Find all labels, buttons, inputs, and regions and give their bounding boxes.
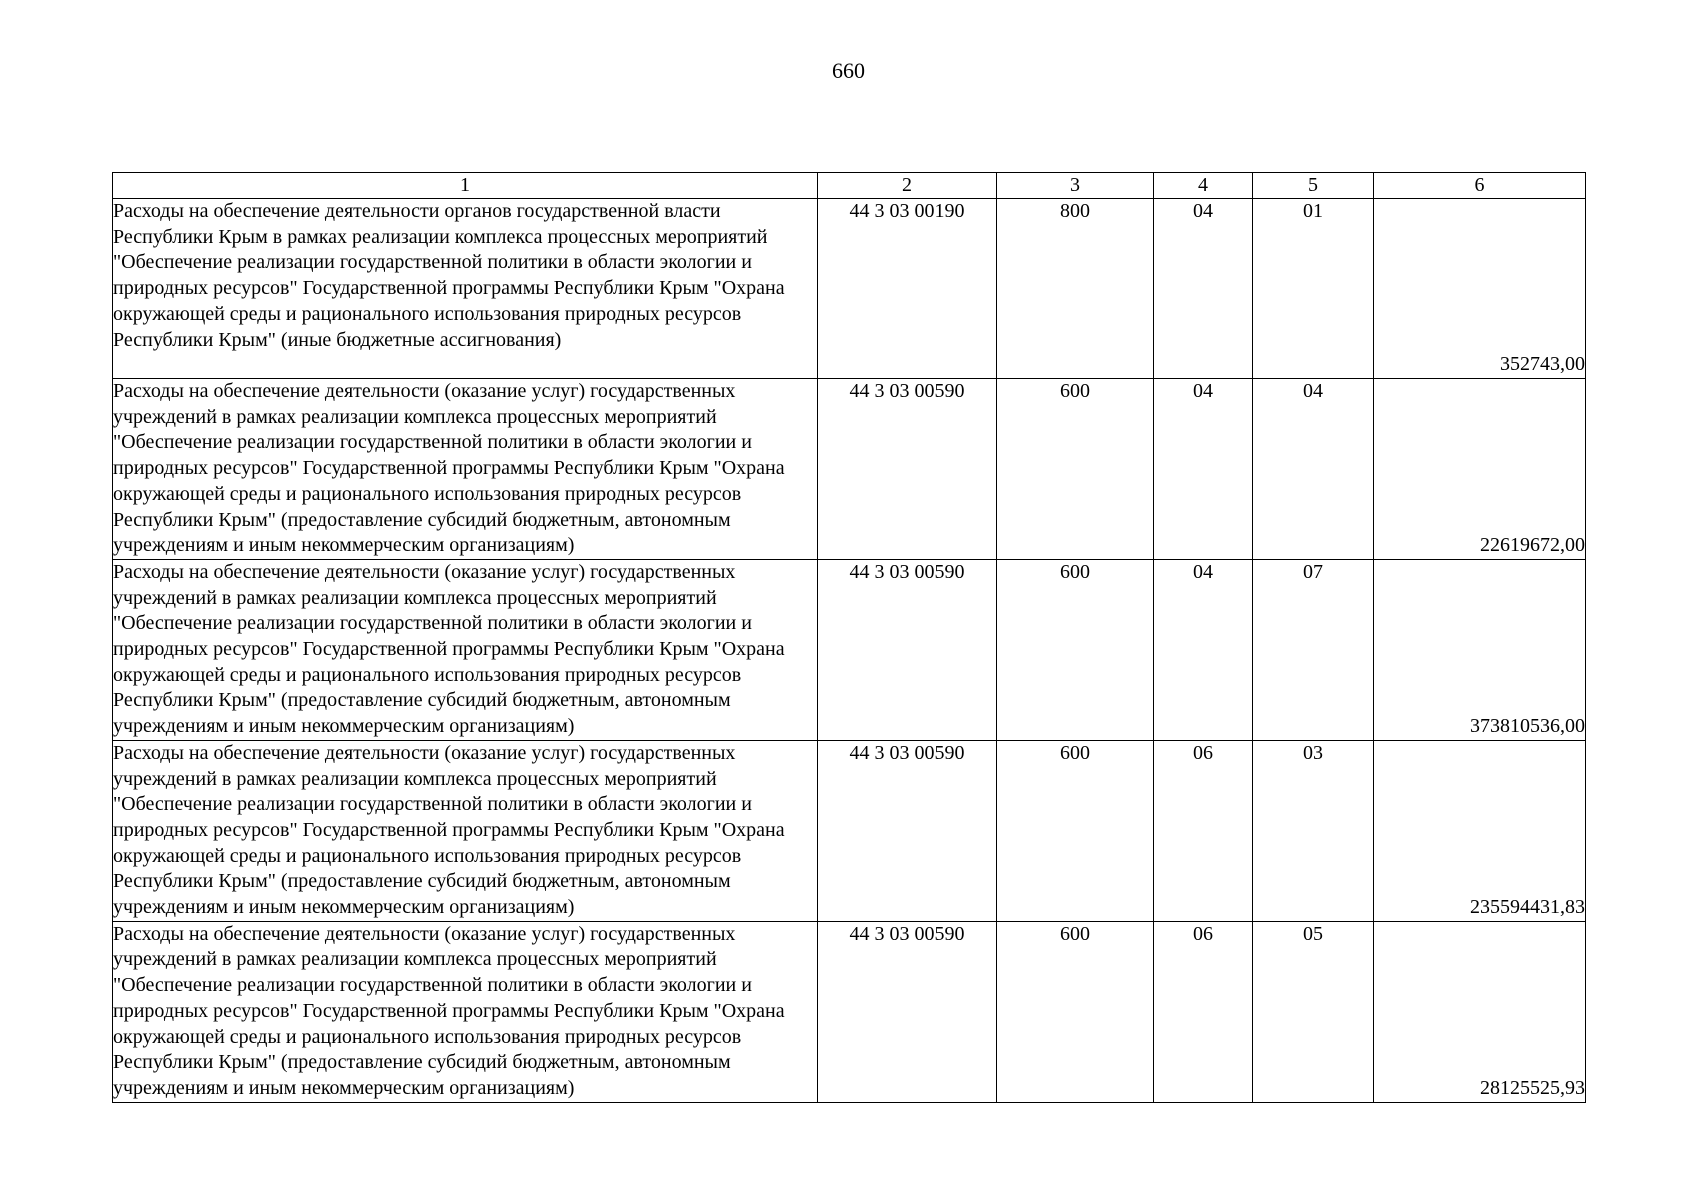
description-cell: Расходы на обеспечение деятельности (оказание услуг) государственных учреждений в рамках реализации комплекса процессных мероприятий "Обеспечение реализации государственной политики в области экологии и природных ресурсов" Государственной программы Республики Крым "Охрана окружающей среды и рационального использования природных ресурсов Республики Крым" (предоставление субсидий бюджетным, автономным учреждениям и иным некоммерческим организациям) xyxy=(113,921,818,1102)
header-cell-amount: 6 xyxy=(1374,173,1586,199)
table-row xyxy=(113,559,1586,740)
table-header-row xyxy=(113,173,1586,199)
header-cell-section: 4 xyxy=(1154,173,1253,199)
section-cell: 04 xyxy=(1154,379,1253,560)
target-article-cell: 44 3 03 00590 xyxy=(818,921,997,1102)
expense-type-cell: 600 xyxy=(997,921,1154,1102)
section-cell: 06 xyxy=(1154,921,1253,1102)
table-row xyxy=(113,199,1586,379)
amount-cell: 28125525,93 xyxy=(1374,921,1586,1102)
amount-cell: 352743,00 xyxy=(1374,199,1586,379)
expense-type-cell: 800 xyxy=(997,199,1154,379)
budget-table xyxy=(112,172,1586,1103)
subsection-cell: 03 xyxy=(1253,740,1374,921)
amount-cell: 22619672,00 xyxy=(1374,379,1586,560)
target-article-cell: 44 3 03 00590 xyxy=(818,379,997,560)
subsection-cell: 04 xyxy=(1253,379,1374,560)
table-row xyxy=(113,379,1586,560)
target-article-cell: 44 3 03 00590 xyxy=(818,740,997,921)
description-cell: Расходы на обеспечение деятельности (оказание услуг) государственных учреждений в рамках реализации комплекса процессных мероприятий "Обеспечение реализации государственной политики в области экологии и природных ресурсов" Государственной программы Республики Крым "Охрана окружающей среды и рационального использования природных ресурсов Республики Крым" (предоставление субсидий бюджетным, автономным учреждениям и иным некоммерческим организациям) xyxy=(113,379,818,560)
target-article-cell: 44 3 03 00590 xyxy=(818,559,997,740)
subsection-cell: 07 xyxy=(1253,559,1374,740)
amount-cell: 373810536,00 xyxy=(1374,559,1586,740)
description-cell: Расходы на обеспечение деятельности органов государственной власти Республики Крым в рамках реализации комплекса процессных мероприятий "Обеспечение реализации государственной политики в области экологии и природных ресурсов" Государственной программы Республики Крым "Охрана окружающей среды и рационального использования природных ресурсов Республики Крым" (иные бюджетные ассигнования) xyxy=(113,199,818,379)
header-cell-subsection: 5 xyxy=(1253,173,1374,199)
expense-type-cell: 600 xyxy=(997,740,1154,921)
header-cell-description: 1 xyxy=(113,173,818,199)
expense-type-cell: 600 xyxy=(997,559,1154,740)
section-cell: 04 xyxy=(1154,199,1253,379)
subsection-cell: 05 xyxy=(1253,921,1374,1102)
table-row xyxy=(113,740,1586,921)
target-article-cell: 44 3 03 00190 xyxy=(818,199,997,379)
page-number: 660 xyxy=(832,58,865,83)
section-cell: 06 xyxy=(1154,740,1253,921)
expense-type-cell: 600 xyxy=(997,379,1154,560)
description-cell: Расходы на обеспечение деятельности (оказание услуг) государственных учреждений в рамках реализации комплекса процессных мероприятий "Обеспечение реализации государственной политики в области экологии и природных ресурсов" Государственной программы Республики Крым "Охрана окружающей среды и рационального использования природных ресурсов Республики Крым" (предоставление субсидий бюджетным, автономным учреждениям и иным некоммерческим организациям) xyxy=(113,740,818,921)
header-cell-expense-type: 3 xyxy=(997,173,1154,199)
header-cell-target-article: 2 xyxy=(818,173,997,199)
subsection-cell: 01 xyxy=(1253,199,1374,379)
table-row xyxy=(113,921,1586,1102)
description-cell: Расходы на обеспечение деятельности (оказание услуг) государственных учреждений в рамках реализации комплекса процессных мероприятий "Обеспечение реализации государственной политики в области экологии и природных ресурсов" Государственной программы Республики Крым "Охрана окружающей среды и рационального использования природных ресурсов Республики Крым" (предоставление субсидий бюджетным, автономным учреждениям и иным некоммерческим организациям) xyxy=(113,559,818,740)
amount-cell: 235594431,83 xyxy=(1374,740,1586,921)
section-cell: 04 xyxy=(1154,559,1253,740)
